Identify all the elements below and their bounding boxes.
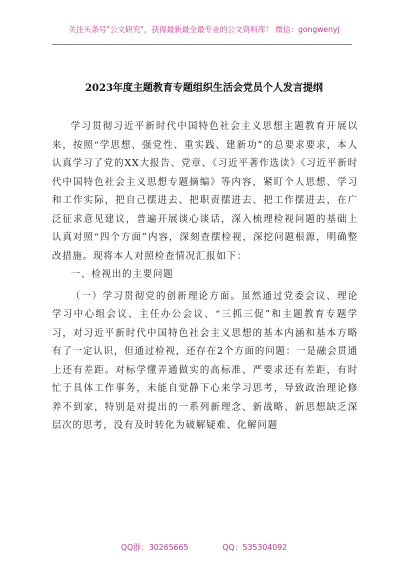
paragraph-theory-study: （一）学习贯彻党的创新理论方面。虽然通过党委会议、理论学习中心组会议、主任办公会议、“三抓三促”和主题教育专题学习，对习近平新时代中国特色社会主义思想的基本内涵和基本方略有了一定认识，但通过检视，还存在2个方面的问题：一是融会贯通上还有差距。对标学懂弄通做实的高标准、严要求还有差距，有时忙于具体工作事务，未能自觉静下心来学习思考，导致政治理论修养不到家，特别是对提出的一系列新理念、新战略、新思想缺乏深层次的思考，没有及时转化为破解疑难、化解问题 — [52, 290, 358, 431]
document-title: 2023年度主题教育专题组织生活会党员个人发言提纲 — [85, 83, 323, 94]
section-heading-problems: 一、检视出的主要问题 — [70, 269, 174, 280]
header-promo-note: 关注头条号"公文研究"，获得最新最全最专业的公文资料库！ 微信：gongwenyj — [68, 25, 340, 34]
footer-qq-group: QQ群：30265665 — [120, 543, 189, 552]
footer-qq-number: QQ：535304092 — [222, 543, 288, 552]
intro-paragraph: 学习贯彻习近平新时代中国特色社会主义思想主题教育开展以来，按照“学思想、强党性、重实践、建新功”的总要求要求，本人认真学习了党的XX大报告、党章、《习近平著作选读》《习近平新时代中国特色社会主义思想专题摘编》等内容，紧盯个人思想、学习和工作实际，把自己摆进去、把职责摆进去、把工作摆进去，在广泛征求意见建议，普遍开展谈心谈话，深入梳理检视问题的基础上认真对照“四个方面”内容，深刻查摆检视，深挖问题根源，明确整改措施。现将本人对照检查情况汇报如下： — [52, 121, 358, 262]
header-divider — [52, 44, 352, 45]
footer-contact — [0, 542, 408, 553]
document-body — [52, 118, 358, 436]
